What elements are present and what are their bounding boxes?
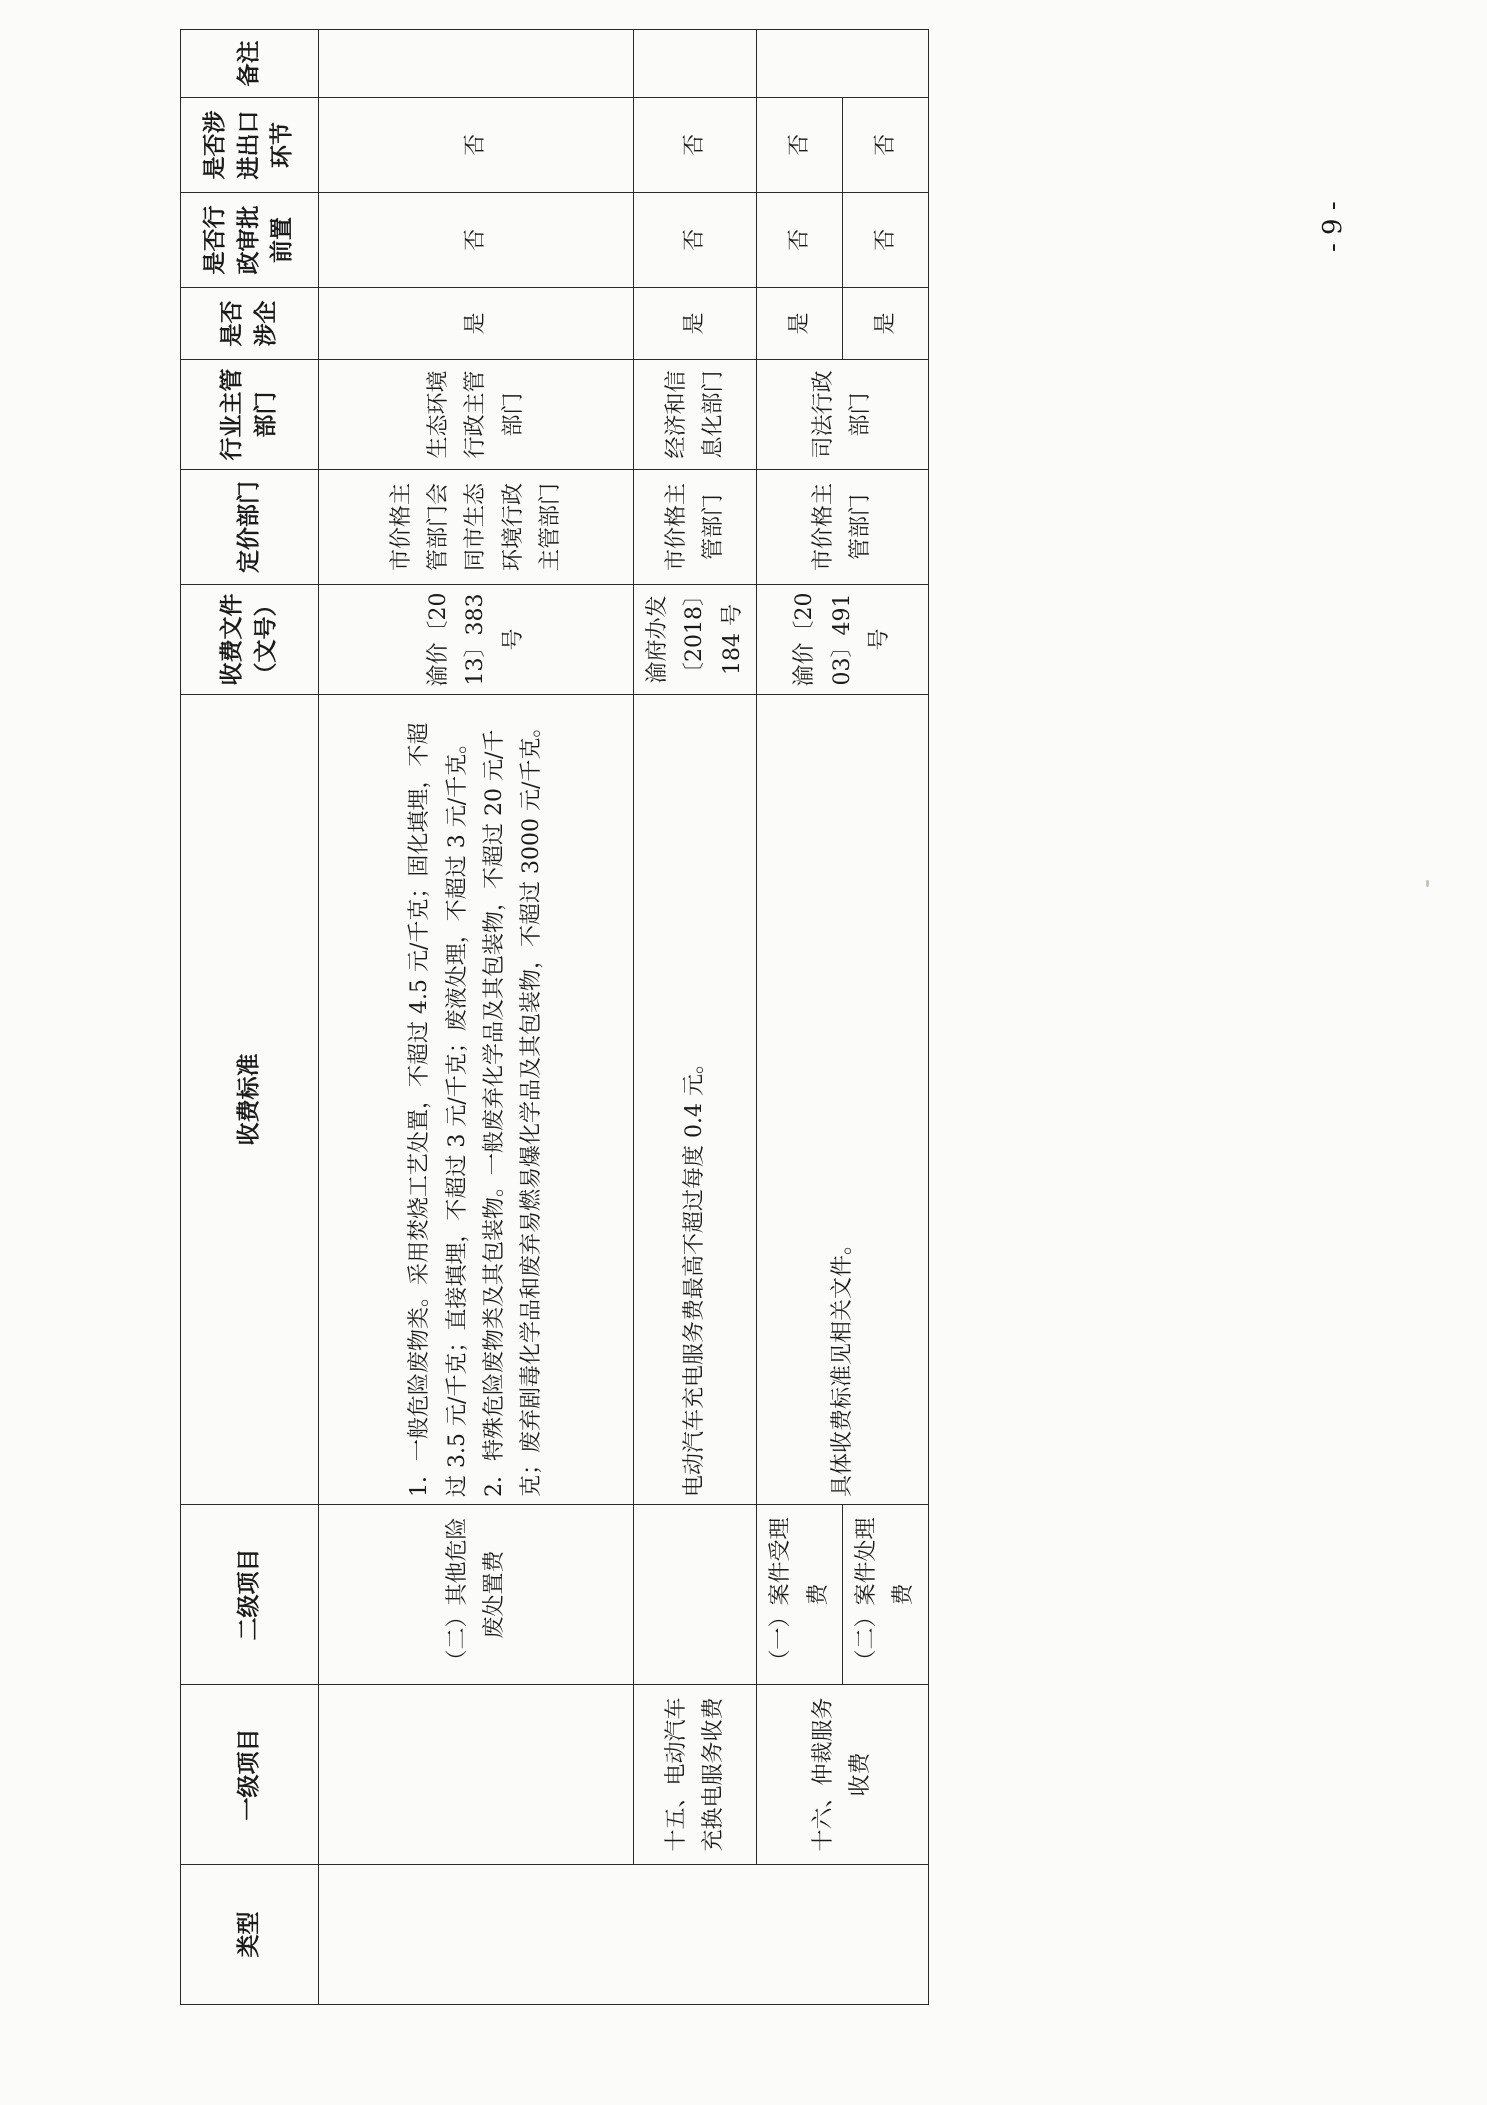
header-level1: 一级项目	[181, 1685, 319, 1865]
cell-level2-hazardous: （二）其他危险废处置费	[319, 1505, 634, 1685]
cell-import-export-arbitration-a: 否	[757, 98, 843, 193]
cell-document-ev: 渝府办发〔2018〕184 号	[634, 585, 757, 695]
cell-level1-ev: 十五、电动汽车充换电服务收费	[634, 1685, 757, 1865]
cell-level2-arbitration-a: （一）案件受理费	[757, 1505, 843, 1685]
cell-admin-approval-arbitration-a: 否	[757, 193, 843, 288]
table-row-hazardous	[319, 30, 634, 2005]
cell-enterprise-hazardous: 是	[319, 288, 634, 360]
cell-document-hazardous: 渝价〔2013〕383 号	[319, 585, 634, 695]
cell-type	[319, 1865, 929, 2005]
cell-admin-approval-arbitration-b: 否	[842, 193, 928, 288]
header-document: 收费文件（文号）	[181, 585, 319, 695]
cell-pricing-dept-ev: 市价格主管部门	[634, 470, 757, 585]
table-row-ev	[634, 30, 757, 2005]
cell-admin-approval-ev: 否	[634, 193, 757, 288]
cell-enterprise-arbitration-a: 是	[757, 288, 843, 360]
cell-level2-arbitration-b: （二）案件处理费	[842, 1505, 928, 1685]
header-enterprise: 是否涉企	[181, 288, 319, 360]
page-number: - 9 -	[1318, 201, 1348, 252]
cell-pricing-dept-arbitration: 市价格主管部门	[757, 470, 929, 585]
cell-level1-arbitration: 十六、仲裁服务收费	[757, 1685, 929, 1865]
cell-level2-ev	[634, 1505, 757, 1685]
header-industry-dept: 行业主管部门	[181, 360, 319, 470]
header-pricing-dept: 定价部门	[181, 470, 319, 585]
header-remarks: 备注	[181, 30, 319, 98]
cell-import-export-arbitration-b: 否	[842, 98, 928, 193]
cell-import-export-ev: 否	[634, 98, 757, 193]
cell-document-arbitration: 渝价〔2003〕491 号	[757, 585, 929, 695]
cell-enterprise-arbitration-b: 是	[842, 288, 928, 360]
cell-level1-hazardous	[319, 1685, 634, 1865]
standard-hazardous-line1: 1．一般危险废物类。采用焚烧工艺处置，不超过 4.5 元/千克；固化填埋，不超过 3.5 元/千克；直接填埋，不超过 3 元/千克；废液处理，不超过 3 元/千克。	[407, 722, 470, 1497]
standard-hazardous-line2: 2．特殊危险废物类及其包装物。一般废弃化学品及其包装物，不超过 20 元/千克；废弃剧毒化学品和废弃易燃易爆化学品及其包装物，不超过 3000 元/千克。	[482, 715, 545, 1497]
cell-standard-arbitration: 具体收费标准见相关文件。	[757, 695, 929, 1505]
cell-remarks-ev	[634, 30, 757, 98]
cell-industry-dept-ev: 经济和信息化部门	[634, 360, 757, 470]
table-row-arbitration-a	[757, 30, 843, 2005]
cell-pricing-dept-hazardous: 市价格主管部门会同市生态环境行政主管部门	[319, 470, 634, 585]
cell-standard-ev: 电动汽车充电服务费最高不超过每度 0.4 元。	[634, 695, 757, 1505]
header-import-export: 是否涉进出口环节	[181, 98, 319, 193]
table-header-row	[181, 30, 319, 2005]
cell-industry-dept-hazardous: 生态环境行政主管部门	[319, 360, 634, 470]
cell-import-export-hazardous: 否	[319, 98, 634, 193]
rotated-table-container	[180, 40, 922, 2005]
scan-speck	[1426, 880, 1429, 887]
cell-enterprise-ev: 是	[634, 288, 757, 360]
cell-remarks-hazardous	[319, 30, 634, 98]
cell-industry-dept-arbitration: 司法行政部门	[757, 360, 929, 470]
fee-table	[180, 29, 929, 2005]
cell-standard-hazardous	[319, 695, 634, 1505]
header-admin-approval: 是否行政审批前置	[181, 193, 319, 288]
header-level2: 二级项目	[181, 1505, 319, 1685]
cell-remarks-arbitration	[757, 30, 929, 98]
cell-admin-approval-hazardous: 否	[319, 193, 634, 288]
header-standard: 收费标准	[181, 695, 319, 1505]
header-type: 类型	[181, 1865, 319, 2005]
